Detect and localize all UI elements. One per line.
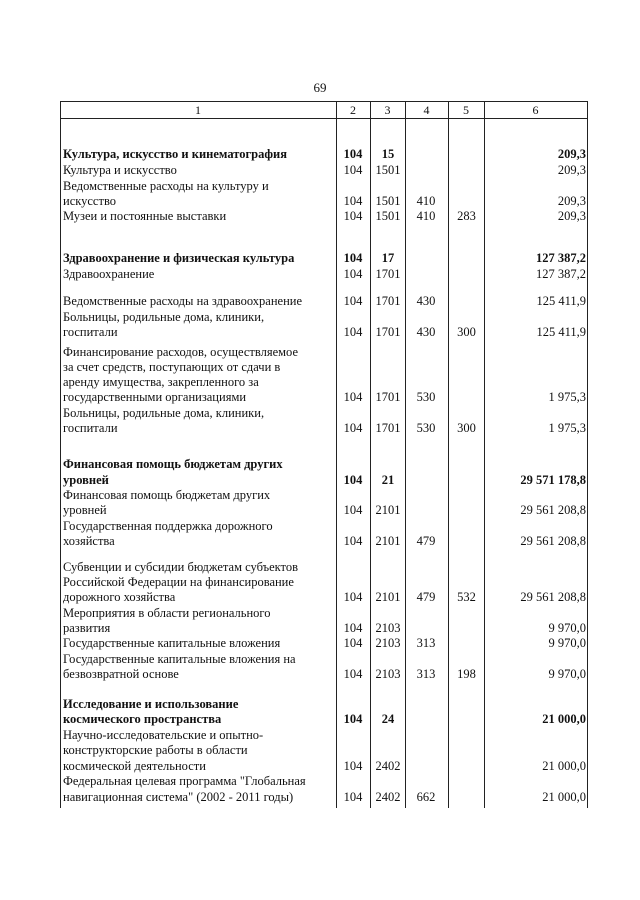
row-section-code: 104 (343, 534, 363, 548)
row-amount: 29 571 178,8 (520, 473, 586, 487)
row-amount: 29 561 208,8 (520, 590, 586, 604)
row-target-code: 430 (416, 325, 436, 339)
row-section-code: 104 (343, 147, 363, 161)
row-label: Федеральная целевая программа "Глобальная (63, 774, 306, 788)
row-label: навигационная система" (2002 - 2011 годы) (63, 790, 294, 804)
row-section-code: 104 (343, 194, 363, 208)
row-subsection-code: 2101 (375, 534, 401, 548)
row-subsection-code: 24 (381, 712, 395, 726)
row-section-code: 104 (343, 790, 363, 804)
row-section-code: 104 (343, 421, 363, 435)
row-target-code: 479 (416, 590, 436, 604)
row-target-code: 430 (416, 294, 436, 308)
header-col-4: 4 (423, 103, 430, 117)
row-section-code: 104 (343, 473, 363, 487)
row-subsection-code: 1701 (375, 390, 401, 404)
header-col-5: 5 (463, 103, 469, 117)
row-subsection-code: 2101 (375, 590, 401, 604)
row-label: Культура, искусство и кинематография (63, 147, 287, 161)
table-top-border (60, 101, 588, 102)
row-subsection-code: 21 (381, 473, 395, 487)
row-label: госпитали (63, 421, 118, 435)
row-amount: 21 000,0 (542, 712, 586, 726)
row-section-code: 104 (343, 267, 363, 281)
row-label: Финансовая помощь бюджетам других (63, 457, 283, 471)
row-label: конструкторские работы в области (63, 743, 248, 757)
row-label: уровней (63, 473, 109, 487)
row-target-code: 313 (416, 636, 436, 650)
row-label: Государственные капитальные вложения на (63, 652, 296, 666)
row-label: госпитали (63, 325, 118, 339)
row-label: Государственные капитальные вложения (63, 636, 281, 650)
row-target-code: 479 (416, 534, 436, 548)
row-section-code: 104 (343, 209, 363, 223)
row-section-code: 104 (343, 325, 363, 339)
row-label: космической деятельности (63, 759, 206, 773)
row-section-code: 104 (343, 251, 363, 265)
row-label: космического пространства (63, 712, 222, 726)
row-target-code: 410 (416, 209, 436, 223)
row-label: развития (63, 621, 111, 635)
row-label: Ведомственные расходы на культуру и (63, 179, 269, 193)
row-amount: 1 975,3 (548, 421, 586, 435)
row-amount: 9 970,0 (548, 621, 586, 635)
row-section-code: 104 (343, 163, 363, 177)
row-label: Научно-исследовательские и опытно- (63, 728, 264, 742)
row-label: дорожного хозяйства (63, 590, 176, 604)
row-label: Музеи и постоянные выставки (63, 209, 227, 223)
row-target-code: 313 (416, 667, 436, 681)
row-subsection-code: 2402 (375, 790, 401, 804)
row-amount: 209,3 (557, 194, 586, 208)
row-amount: 1 975,3 (548, 390, 586, 404)
header-col-6: 6 (532, 103, 539, 117)
column-border (448, 101, 449, 808)
row-amount: 209,3 (557, 209, 586, 223)
column-border (370, 101, 371, 808)
page-number: 69 (313, 80, 327, 95)
row-amount: 9 970,0 (548, 636, 586, 650)
row-label: Здравоохранение (63, 267, 155, 281)
row-amount: 125 411,9 (536, 325, 586, 339)
budget-table (60, 101, 588, 808)
row-label: Ведомственные расходы на здравоохранение (63, 294, 303, 308)
row-section-code: 104 (343, 759, 363, 773)
row-subsection-code: 17 (381, 251, 395, 265)
row-label: уровней (63, 503, 107, 517)
row-label: Государственная поддержка дорожного (63, 519, 273, 533)
row-amount: 21 000,0 (542, 790, 586, 804)
row-subsection-code: 15 (381, 147, 395, 161)
header-col-1: 1 (195, 103, 201, 117)
row-label: Здравоохранение и физическая культура (63, 251, 295, 265)
row-target-code: 662 (416, 790, 436, 804)
row-label: за счет средств, поступающих от сдачи в (63, 360, 281, 374)
row-label: хозяйства (63, 534, 115, 548)
row-amount: 9 970,0 (548, 667, 586, 681)
row-label: Российской Федерации на финансирование (63, 575, 294, 589)
row-label: государственными организациями (63, 390, 247, 404)
row-label: Больницы, родильные дома, клиники, (63, 406, 265, 420)
row-label: безвозвратной основе (63, 667, 179, 681)
header-col-3: 3 (384, 103, 391, 117)
row-expense-code: 198 (457, 667, 476, 681)
row-label: Мероприятия в области регионального (63, 606, 271, 620)
row-target-code: 530 (416, 390, 436, 404)
row-expense-code: 283 (457, 209, 476, 223)
row-section-code: 104 (343, 621, 363, 635)
row-label: Больницы, родильные дома, клиники, (63, 310, 265, 324)
row-section-code: 104 (343, 590, 363, 604)
row-section-code: 104 (343, 294, 363, 308)
row-label: Культура и искусство (63, 163, 177, 177)
row-section-code: 104 (343, 712, 363, 726)
row-amount: 127 387,2 (536, 251, 586, 265)
column-border (587, 101, 588, 808)
row-subsection-code: 2101 (375, 503, 401, 517)
row-section-code: 104 (343, 390, 363, 404)
row-subsection-code: 2103 (375, 636, 401, 650)
row-label: Финансирование расходов, осуществляемое (63, 345, 298, 359)
row-subsection-code: 2103 (375, 621, 401, 635)
column-border (60, 101, 61, 808)
row-subsection-code: 1501 (375, 209, 401, 223)
row-subsection-code: 1701 (375, 294, 401, 308)
row-subsection-code: 2103 (375, 667, 401, 681)
row-expense-code: 532 (457, 590, 476, 604)
header-col-2: 2 (350, 103, 356, 117)
row-amount: 29 561 208,8 (520, 534, 586, 548)
row-subsection-code: 1701 (375, 267, 401, 281)
row-label: Субвенции и субсидии бюджетам субъектов (63, 560, 299, 574)
row-amount: 209,3 (557, 147, 586, 161)
row-subsection-code: 1701 (375, 325, 401, 339)
header-bottom-border (60, 118, 588, 119)
row-section-code: 104 (343, 636, 363, 650)
row-amount: 127 387,2 (536, 267, 586, 281)
row-label: аренду имущества, закрепленного за (63, 375, 259, 389)
row-label: искусство (63, 194, 117, 208)
row-target-code: 530 (416, 421, 436, 435)
row-subsection-code: 1501 (375, 163, 401, 177)
column-border (336, 101, 337, 808)
row-amount: 209,3 (557, 163, 586, 177)
row-section-code: 104 (343, 667, 363, 681)
row-expense-code: 300 (457, 325, 476, 339)
row-label: Исследование и использование (63, 697, 239, 711)
row-subsection-code: 2402 (375, 759, 401, 773)
row-amount: 29 561 208,8 (520, 503, 586, 517)
row-amount: 21 000,0 (542, 759, 586, 773)
row-label: Финансовая помощь бюджетам других (63, 488, 271, 502)
row-amount: 125 411,9 (536, 294, 586, 308)
column-border (484, 101, 485, 808)
row-expense-code: 300 (457, 421, 476, 435)
row-section-code: 104 (343, 503, 363, 517)
row-target-code: 410 (416, 194, 436, 208)
row-subsection-code: 1501 (375, 194, 401, 208)
row-subsection-code: 1701 (375, 421, 401, 435)
